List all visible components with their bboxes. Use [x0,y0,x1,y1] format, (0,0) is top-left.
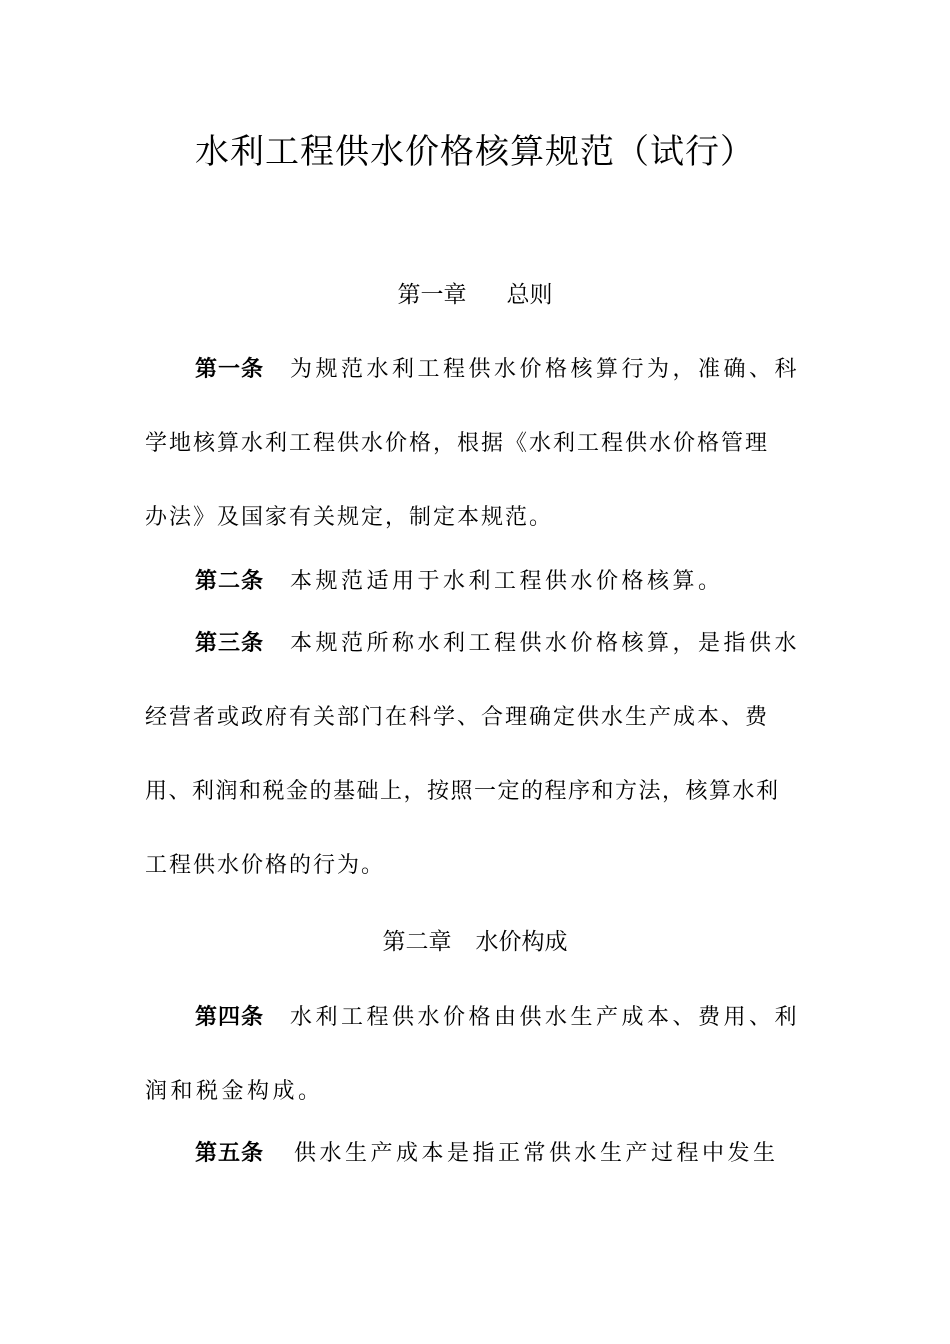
document-title: 水利工程供水价格核算规范（试行） [195,132,755,172]
article-2-text-1: 本规范适用于水利工程供水价格核算。 [290,569,724,594]
article-3-label: 第三条 [195,631,265,656]
article-3-line-2: 经营者或政府有关部门在科学、合理确定供水生产成本、费 [145,705,770,730]
chapter-heading-1 [0,279,950,311]
article-1-line-2: 学地核算水利工程供水价格，根据《水利工程供水价格管理 [145,431,770,456]
article-4-line-1 [195,1002,805,1034]
article-1-line-3: 办法》及国家有关规定，制定本规范。 [145,505,554,530]
article-3-line-4: 工程供水价格的行为。 [145,853,386,878]
article-2-label: 第二条 [195,569,265,594]
article-5-text-1: 供水生产成本是指正常供水生产过程中发生 [294,1141,779,1166]
article-3-line-1 [195,628,805,660]
article-5-line-1 [195,1138,805,1170]
chapter-heading-2 [0,926,950,958]
chapter-label: 第一章 [397,282,467,308]
article-1-line-1 [195,354,805,386]
article-2-line-1 [195,566,805,598]
article-5-label: 第五条 [195,1141,265,1166]
article-1-text-1: 为规范水利工程供水价格核算行为，准确、科 [290,357,801,382]
chapter-name: 水价构成 [475,929,568,955]
chapter-name: 总则 [506,282,553,308]
article-4-label: 第四条 [195,1005,265,1030]
article-1-label: 第一条 [195,357,265,382]
chapter-label: 第二章 [382,929,452,955]
article-3-line-3: 用、利润和税金的基础上，按照一定的程序和方法，核算水利 [145,779,780,804]
article-3-text-1: 本规范所称水利工程供水价格核算，是指供水 [290,631,801,656]
article-4-text-1: 水利工程供水价格由供水生产成本、费用、利 [290,1005,801,1030]
article-4-line-2: 润和税金构成。 [145,1079,324,1104]
